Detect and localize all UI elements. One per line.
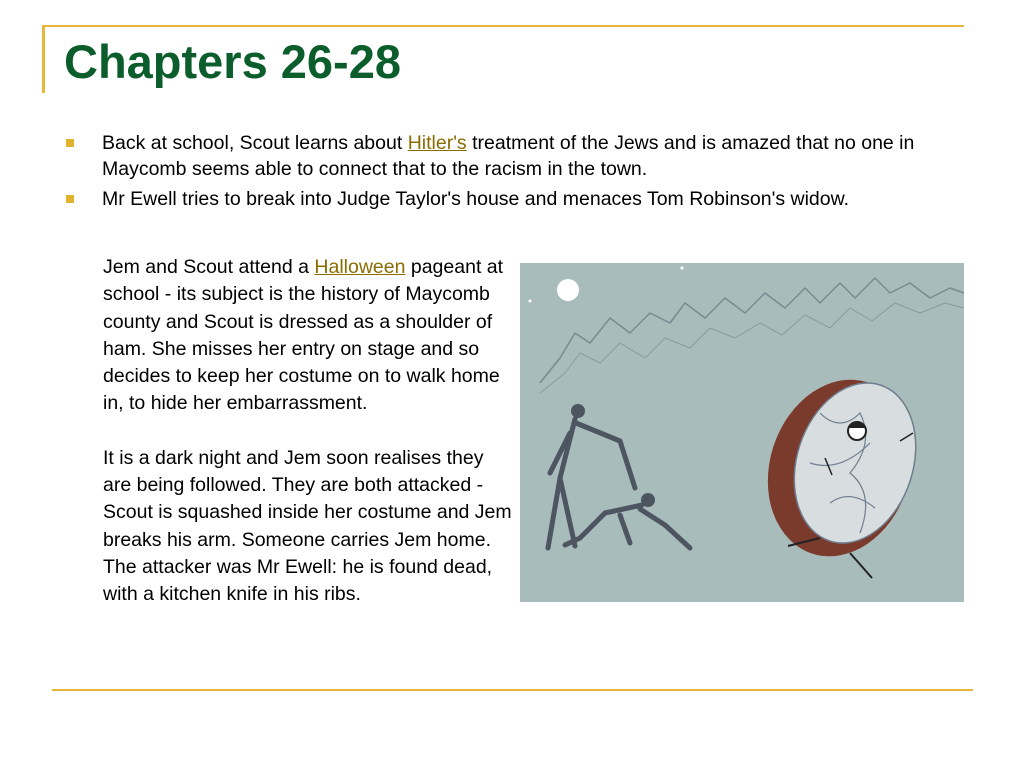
halloween-link[interactable]: Halloween [314, 256, 406, 278]
moon-icon [557, 279, 579, 301]
bullet-1-text-after: treatment of the Jews and is amazed that no one in Maycomb seems able to connect that to the racism in the town. [102, 132, 915, 180]
slide-title: Chapters 26-28 [64, 35, 401, 88]
paragraph-pageant [103, 254, 513, 418]
story-text [103, 254, 513, 609]
bullet-item-1 [64, 130, 964, 182]
halloween-night-illustration [520, 263, 964, 602]
paragraph-attacker: The attacker was Mr Ewell: he is found dead, with a kitchen knife in his ribs. [103, 555, 493, 606]
illustration-drawing [520, 263, 964, 602]
ham-costume-scout [746, 361, 936, 578]
bullet-item-2 [64, 186, 964, 212]
tree-line-scribble-2 [540, 303, 964, 393]
bullet-list [64, 130, 964, 216]
bullet-marker-icon [66, 139, 74, 147]
pageant-text-before: Jem and Scout attend a [103, 256, 315, 278]
pageant-text-after: pageant at school - its subject is the history of Maycomb county and Scout is dressed as a shoulder of ham. She misses her entry on stage and so decides to keep her costume on to walk home in, to hide her embarrassment. [103, 256, 504, 415]
title-rule-vertical [42, 25, 45, 93]
paragraph-attack: It is a dark night and Jem soon realises they are being followed. They are both attacked - Scout is squashed inside her costume and Jem breaks his arm. Someone carries Jem home. [103, 446, 512, 551]
footer-rule [52, 689, 973, 691]
star-icon [529, 300, 532, 303]
hitler-link[interactable]: Hitler's [407, 132, 467, 154]
bullet-marker-icon [66, 195, 74, 203]
paragraph-gap [103, 418, 513, 445]
title-rule-horizontal [42, 25, 964, 27]
bullet-2-text: Mr Ewell tries to break into Judge Taylor's house and menaces Tom Robinson's widow. [102, 188, 850, 210]
crouched-jem-figure [565, 493, 690, 548]
bullet-1-text-before: Back at school, Scout learns about [102, 132, 408, 154]
star-icon [681, 267, 684, 270]
tree-line-scribble [540, 278, 964, 383]
